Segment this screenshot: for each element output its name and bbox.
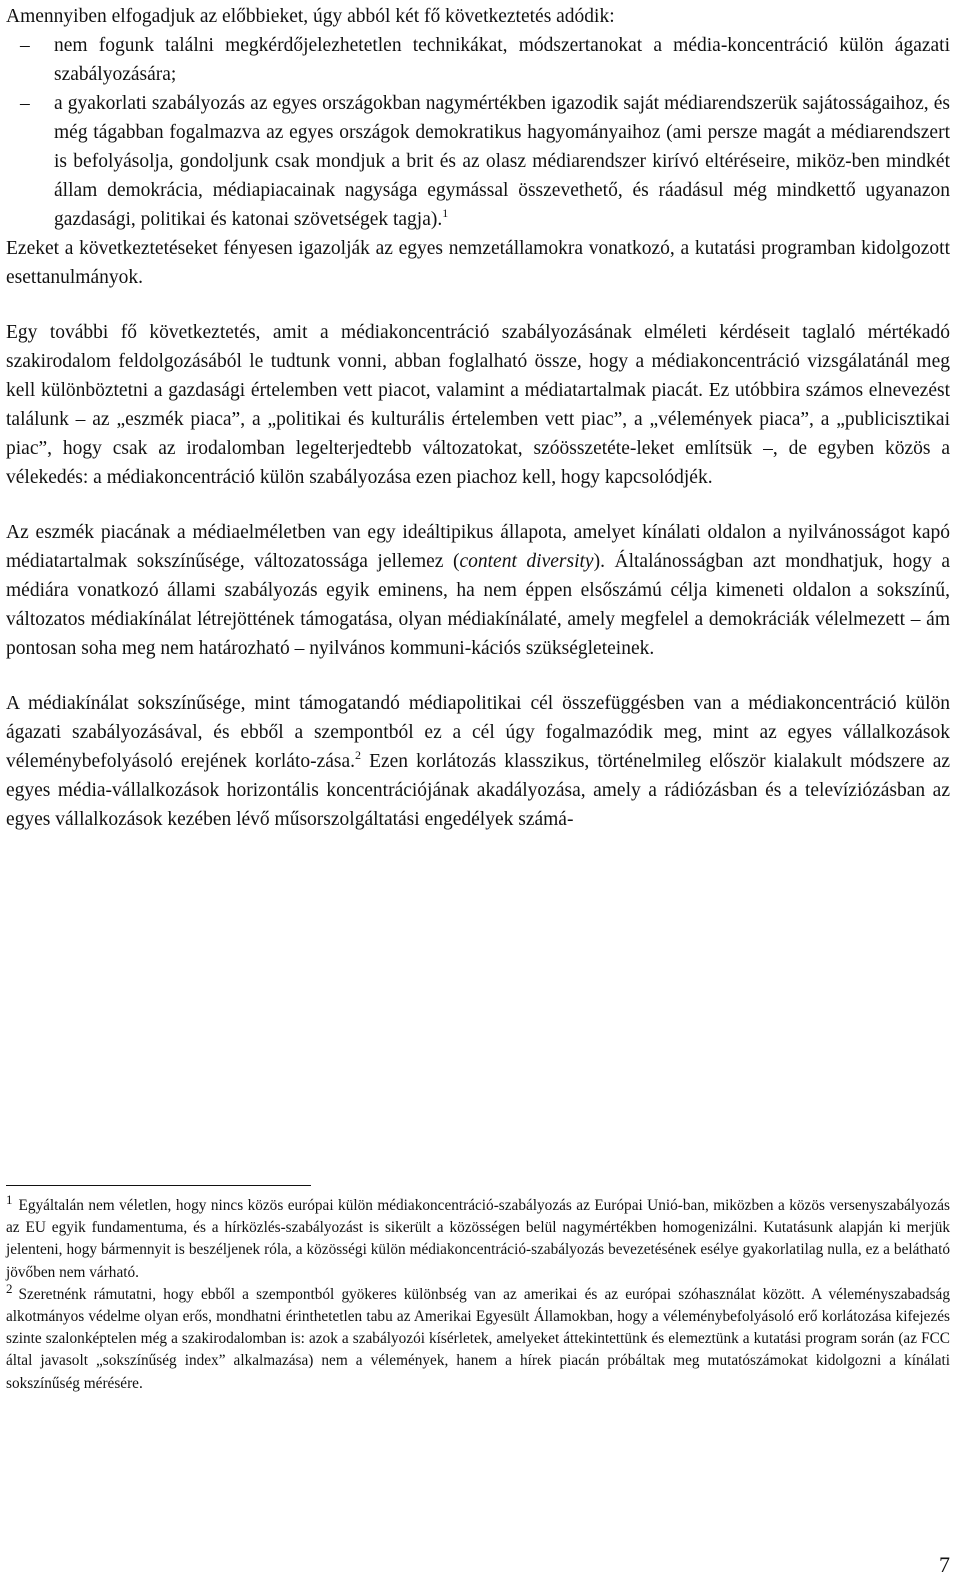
intro-section	[6, 2, 950, 292]
italic-term: content diversity	[459, 551, 594, 572]
footnotes-section	[6, 1192, 950, 1395]
list-item-text: nem fogunk találni megkérdőjelezhetetlen technikákat, módszertanokat a média-koncentráció külön ágazati szabályozására;	[54, 35, 950, 85]
body-paragraph-1: Egy további fő következtetés, amit a médiakoncentráció szabályozásának elméleti kérdéseit taglaló mértékadó szakirodalom feldolgozásából le tudtunk vonni, abban foglalható össze, hogy a médiakoncentráció vizsgálatánál meg kell különböztetni a gazdasági értelemben vett piacot, valamint a médiatartalmak piacát. Ez utóbbira számos elnevezést találunk – az „eszmék piaca”, a „politikai és kulturális értelemben vett piac”, a „vélemények piaca”, a „publicisztikai piac”, hogy csak az irodalomban legelterjedtebb változatokat, szóösszetéte-leket említsük –, de egyben közös a vélekedés: a médiakoncentráció külön szabályozása ezen piachoz kell, hogy kapcsolódjék.	[6, 322, 950, 488]
intro-closing: Ezeket a következtetéseket fényesen igazolják az egyes nemzetállamokra vonatkozó, a kutatási programban kidolgozott esettanulmányok.	[6, 238, 950, 288]
footnote-1	[6, 1192, 950, 1284]
footnote-number: 2	[6, 1280, 13, 1296]
footnote-ref-1[interactable]: 1	[442, 206, 449, 220]
page-number: 7	[939, 1552, 950, 1577]
body-paragraph-2	[6, 518, 950, 663]
footnote-text: Szeretnénk rámutatni, hogy ebből a szempontból gyökeres különbség van az amerikai és az európai szóhasználat között. A véleményszabadság alkotmányos védelme olyan erős, mondhatni érinthetetlen tabu az Amerikai Egyesült Államokban, hogy a véleménybefolyásoló erő korlátozása kifejezés szinte szalonképtelen még a szakirodalomban is: azok a szabályozói kísérletek, amelyeket áttekintettünk és elemeztünk a kutatási program során (az FCC által javasolt „sokszínűség index” alkalmazása) nem a vélemények, hanem a hírek piacán próbáltak meg mutatószámokat kidolgozni a kínálati sokszínűség mérésére.	[6, 1285, 950, 1392]
dash-bullet: –	[20, 93, 30, 114]
paragraph-text: ). Általánosságban azt mondhatjuk, hogy a médiára vonatkozó állami szabályozás egyik eminens, ha nem éppen elsőszámú célja kimeneti oldalon a sokszínű, változatos médiakínálat létrejöttének támogatása, olyan médiakínálaté, amely megfelel a demokráciák vélelmezett – ám pontosan soha meg nem határozható – nyilvános kommuni-kációs szükségleteinek.	[6, 551, 950, 659]
list-item-text: a gyakorlati szabályozás az egyes országokban nagymértékben igazodik saját médiarendszerük sajátosságaihoz, és még tágabban fogalmazva az egyes országok demokratikus hagyományaihoz (ami persze magát a médiarendszert is befolyásolja, gondoljunk csak mondjuk a brit és az olasz médiarendszer kirívó eltéréseire, miköz-ben mindkét állam demokrácia, médiapiacainak nagysága egymással összevethető, és ráadásul még mindkettő ugyanazon gazdasági, politikai és katonai szövetségek tagja).	[54, 93, 950, 230]
conclusion-list	[6, 31, 950, 234]
list-item	[6, 31, 950, 89]
footnote-text: Egyáltalán nem véletlen, hogy nincs közös európai külön médiakoncentráció-szabályozás az Európai Unió-ban, miközben a közös versenyszabályozás az EU egyik fundamentuma, és a hírközlés-szabályozást is sikerült a közösségen belül nagymértékben homogenizálni. Kutatásunk alapján ki merjük jelenteni, hogy bármennyit is beszéljenek róla, a közösségi külön médiakoncentráció-szabályozás bevezetésének esélye gyakorlatilag nulla, ez a belátható jövőben nem várható.	[6, 1197, 950, 1281]
footnote-number: 1	[6, 1192, 13, 1207]
footnote-ref-2[interactable]: 2	[355, 748, 362, 762]
paragraph-text: Az eszmék piacának a médiaelméletben van egy ideáltipikus állapota, amelyet kínálati oldalon a nyilvánosságot kapó médiatartalmak sokszínűsége, változatossága jellemez (	[6, 522, 950, 572]
document-page	[6, 0, 951, 1577]
footnote-2	[6, 1280, 950, 1395]
body-paragraph-3	[6, 689, 950, 834]
paragraph-text: Ezen korlátozás klasszikus, történelmileg először kialakult módszere az egyes média-vállalkozások horizontális koncentrációjának akadályozása, amely a rádiózásban és a televíziózásban az egyes vállalkozások kezében lévő műsorszolgáltatási engedélyek számá-	[6, 751, 951, 830]
list-item	[6, 89, 950, 234]
paragraph-text: A médiakínálat sokszínűsége, mint támogatandó médiapolitikai cél összefüggésben van a médiakoncentráció külön ágazati szabályozásával, és ebből a szempontból ez a cél úgy fogalmazódik meg, mint az egyes vállalkozások véleménybefolyásoló erejének korláto-zása.	[6, 693, 950, 772]
dash-bullet: –	[20, 35, 30, 56]
footnote-divider	[6, 1185, 311, 1186]
intro-lead: Amennyiben elfogadjuk az előbbieket, úgy abból két fő következtetés adódik:	[6, 6, 615, 27]
